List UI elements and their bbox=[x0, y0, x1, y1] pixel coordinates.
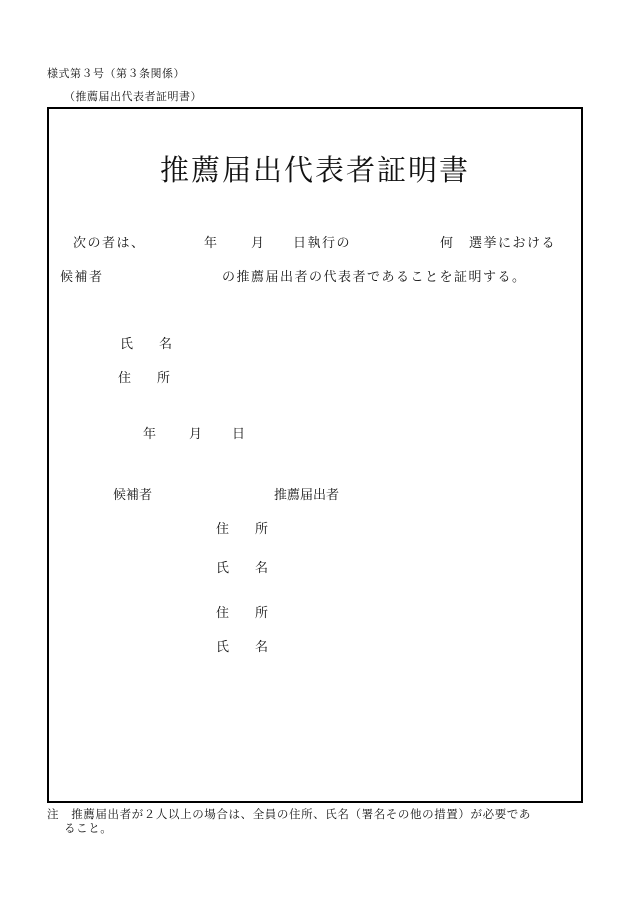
candidate-prefix: 候補者 bbox=[60, 270, 104, 285]
statement-month: 月 bbox=[251, 236, 266, 251]
representative-name-label: 氏 名 bbox=[120, 337, 173, 352]
date-month: 月 bbox=[189, 427, 203, 442]
signers-nominator-label: 推薦届出者 bbox=[274, 488, 340, 503]
nominator-2-name-label: 氏 名 bbox=[216, 640, 269, 655]
statement-suffix: の推薦届出者の代表者であることを証明する。 bbox=[222, 270, 527, 285]
footer-note-line2: ること。 bbox=[64, 821, 113, 835]
date-year: 年 bbox=[143, 427, 157, 442]
signers-candidate-label: 候補者 bbox=[113, 488, 153, 503]
statement-prefix: 次の者は、 bbox=[73, 236, 146, 251]
nominator-2-address-label: 住 所 bbox=[216, 606, 269, 621]
representative-address-label: 住 所 bbox=[118, 371, 171, 386]
form-number: 様式第３号（第３条関係） bbox=[47, 67, 185, 80]
statement-year: 年 bbox=[204, 236, 219, 251]
document-frame bbox=[47, 107, 583, 803]
nominator-1-address-label: 住 所 bbox=[216, 522, 269, 537]
document-title: 推薦届出代表者証明書 bbox=[159, 153, 470, 187]
statement-day-exec: 日執行の bbox=[293, 236, 352, 251]
footer-note-line1: 注 推薦届出者が２人以上の場合は、全員の住所、氏名（署名その他の措置）が必要であ bbox=[47, 807, 531, 821]
form-subtitle: （推薦届出代表者証明書） bbox=[64, 90, 202, 103]
date-day: 日 bbox=[232, 427, 246, 442]
nominator-1-name-label: 氏 名 bbox=[216, 561, 269, 576]
election-suffix: 選挙における bbox=[469, 236, 557, 251]
election-name: 何 bbox=[440, 236, 455, 251]
